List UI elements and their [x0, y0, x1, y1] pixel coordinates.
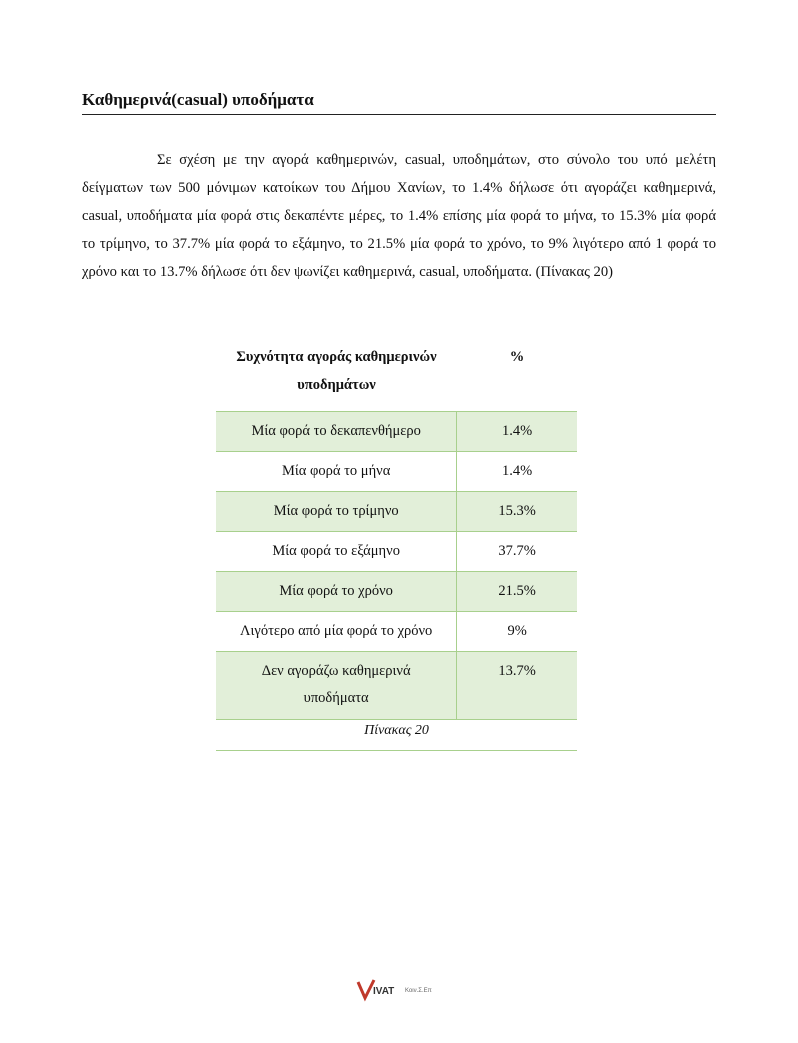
header-frequency — [216, 343, 457, 411]
row-label-line2: υποδήματα — [303, 690, 369, 706]
table-caption: Πίνακας 20 — [216, 719, 577, 751]
row-label: Μία φορά το δεκαπενθήμερο — [216, 412, 457, 452]
vivat-logo — [356, 978, 446, 1002]
row-label-line1: Δεν αγοράζω καθημερινά — [261, 663, 411, 679]
row-label — [216, 652, 457, 720]
row-value: 21.5% — [457, 572, 577, 612]
logo-small-text: Κοιν.Σ.Επ — [405, 988, 432, 994]
section-title: Καθημερινά(casual) υποδήματα — [82, 90, 716, 115]
row-value: 37.7% — [498, 543, 536, 559]
frequency-table — [216, 343, 577, 751]
row-label: Μία φορά το τρίμηνο — [216, 492, 457, 532]
table-header — [216, 343, 577, 411]
row-value: 1.4% — [457, 412, 577, 452]
logo-text: IVAT — [373, 986, 395, 997]
table-row — [216, 532, 577, 572]
header-frequency-line2: υποδημάτων — [297, 377, 376, 393]
row-label: Λιγότερο από μία φορά το χρόνο — [216, 612, 457, 652]
header-percent: % — [509, 349, 525, 365]
row-label: Μία φορά το μήνα — [216, 452, 457, 492]
body-paragraph: Σε σχέση με την αγορά καθημερινών, casual, υποδημάτων, στο σύνολο του υπό μελέτη δείγματων των 500 μόνιμων κατοίκων του Δήμου Χανίων, το 1.4% δήλωσε ότι αγοράζει καθημερινά, casual, υποδήματα μία φορά στις δεκαπέντε μέρες, το 1.4% επίσης μία φορά το μήνα, το 15.3% μία φορά το τρίμηνο, το 37.7% μία φορά το εξάμηνο, το 21.5% μία φορά το χρόνο, το 9% λιγότερο από 1 φορά το χρόνο και το 13.7% δήλωσε ότι δεν ψωνίζει καθημερινά, casual, υποδήματα. (Πίνακας 20) — [82, 152, 716, 280]
table-row — [216, 412, 577, 452]
row-value: 13.7% — [457, 652, 577, 720]
row-label: Μία φορά το χρόνο — [216, 572, 457, 612]
table-row — [216, 492, 577, 532]
row-value: 9% — [507, 623, 527, 639]
table-row — [216, 452, 577, 492]
row-label: Μία φορά το εξάμηνο — [216, 532, 457, 572]
table-row — [216, 572, 577, 612]
row-value: 1.4% — [502, 463, 533, 479]
header-frequency-line1: Συχνότητα αγοράς καθημερινών — [236, 349, 437, 365]
table-row — [216, 612, 577, 652]
table-row — [216, 652, 577, 720]
row-value: 15.3% — [457, 492, 577, 532]
table-body — [216, 411, 577, 719]
